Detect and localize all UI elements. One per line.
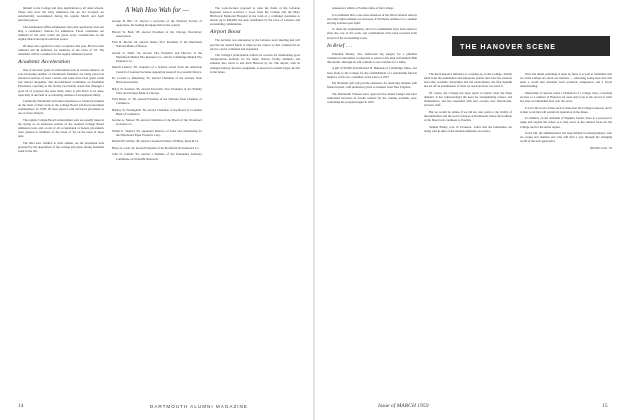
section-heading-in-brief: In Brief . . . (327, 42, 353, 49)
right-column-2 (424, 72, 512, 400)
list-item: Harold W. Bark '28, elected President of the Chicago Executives' Association. (112, 29, 202, 38)
section-banner-hanover-scene: THE HANOVER SCENE (452, 36, 610, 56)
paragraph: It is estimated that a one-class extension of the West Lebanon runway and other improvements are necessary if Northeast Airlines is to continue serving Lebanon past April. (327, 12, 417, 25)
issue-date-footer: Issue of MARCH 1959 (378, 403, 429, 409)
paragraph: Meanwhile, if anyone wants a tabulation of a college class, a teaching section, or a seminar in Hanover, he need only look at the record of what has been accomplished here over the years. (520, 90, 612, 104)
list-item: Merrill Lathrop '28, recipient of a Science award from the American Council of Learned Societies supporting research in economic history. (112, 65, 202, 74)
paragraph: The decision was announced at the Lebanon town meeting and will provide the needed funds to improve the airport so that commercial air service can be continued and expanded. (210, 38, 300, 51)
paragraph: himself to the College and drop applications to all other schools. Those who have the early admission but are not accepted are automatically reconsidered during the regular March and April selection period. (18, 6, 104, 23)
paragraph: In the fall, the administration has been limited in undergraduates, who are young and resilient and who will find a way through the changing world of the next generation. (520, 131, 612, 144)
left-column-3 (210, 6, 300, 400)
section-heading-wah-hoo-wah: A Wah Hoo Wah for — (125, 6, 189, 14)
page-number-right: 15 (602, 403, 608, 409)
list-item: Dr. Lowell G. Rutenberg '35, elected Chairman of the Arizona State Heart Association. (112, 75, 202, 85)
page-gutter (313, 0, 315, 420)
list-item: Jerome A. Nelson '38, elected Chairman of the Board of the Woodward Governor Co. (112, 118, 202, 127)
section-heading-academic-acceleration: Academic Acceleration (18, 59, 70, 66)
list-item: Bruce A. Cady '42, elected President of the Hartford Life Insurance Co. (112, 145, 200, 150)
paragraph: announcers within a 25-mile radius of the College. (332, 6, 394, 10)
paragraph: To meet the requirements, all local communities have been asked to share the cost of the work, and contributions have been received from several of the surrounding towns. (327, 27, 417, 40)
paragraph: Once the initial panicking is done by fund, it is well to remember that we at the College are about our business — educating young men who will enter a world that demands both technical competence and a broad understanding. (520, 72, 612, 89)
right-column-3 (520, 72, 612, 400)
paragraph: Commonly Dartmouth welcomes experience or advanced students on the basis of their work in the College Board advanced placement examinations. In 1958, 28 men entered with advanced placement in one or more subjects. (18, 99, 104, 116)
list-item: Richard H. Grilley '40, elected a General Partner of Dillon, Read & Co. (112, 139, 200, 144)
paragraph: Mr. Hollands' gift will provide assistance for deserving students with financial need, with preference given to students from New England. (327, 81, 417, 90)
list-item: Harry N. Korman '36, elected Executive Vice President of the Fidelity Trust and Savings Bank in Chicago. (112, 86, 202, 95)
paragraph: One of the basic goals of achievement tests in various subjects, an ever-increasing number of Dartmouth freshmen are being placed in advanced sections of basic courses and some have been given credit and waived altogether. The Reconsidered Committee on Freshman Placement, reporting to the faculty last month, stated that although a good bit of progress has been made, there is still much to be done, especially in the field of accelerating students of exceptional ability. (18, 68, 104, 97)
section-heading-airport-boost: Airport Boost (210, 29, 241, 36)
right-column-1 (327, 6, 417, 400)
paragraph: The Dartmouth Trustees have approved the annual budget and have authorized increases in faculty salaries for the coming academic year, continuing the program begun in 1955. (327, 91, 417, 105)
paragraph: In addition, on the demands of Hopkins Center, there is a proposal to equip and expand the center so it may serve as the cultural focus for the College and for the entire region. (520, 116, 612, 129)
paragraph: The work-focused proposal to raise the funds of the Lebanon Regional Airport received a boost from the College and the Mary Hitchcock Memorial Hospital in the form of a combined guarantee to match, up to $40,000, the sum contributed by the town of Lebanon and surrounding communities. (210, 6, 300, 27)
list-item: George H. Bitt '15, elected a Governor of the National Society of Appraisers, the leading mortgage man in the country. (112, 19, 202, 28)
magazine-title-footer: DARTMOUTH ALUMNI MAGAZINE (150, 404, 248, 409)
paragraph: The third area, familiar to most alumni, are the placement tests prepared by the department of the College and given during freshman week in the fall. (18, 141, 104, 154)
list-item: Fred R. Morris '24, elected Senior Vice President of the Merchants National Bank of Boston. (112, 40, 202, 49)
page-number-left: 14 (18, 403, 24, 409)
paragraph: The College's participation reflects its concern for maintaining good transportation facilities for the many visitors, faculty members and students who travel to and from Hanover by air. The airport, with its enlarged runway and new equipment, is expected to handle larger aircraft in the future. (210, 53, 300, 74)
paragraph: President Dickey, who underwent leg surgery for a phlebitis condition in December, is expected to return to his desk in Parkhurst Hall this month, although he will continue to use crutches for a while. (327, 51, 417, 64)
list-item: John N. Calkins '43, elected a member of the President's Advisory Committee on Scientific Research. (112, 152, 202, 161)
left-column-2 (112, 6, 202, 400)
paragraph: Of course, the College has been quick to realize what the times demand. It has acknowledged the need for strengthening science and mathematics, and has responded with new courses, new laboratories, and new staff. (424, 90, 512, 108)
list-item: Gerald O. Stutts '24, elected Vice President and Director of the Merrimack Mutual Fire Insurance Co. and the Cambridge Mutual Fire Insurance Co. (112, 50, 202, 63)
left-column-1 (18, 6, 104, 400)
list-item: Walter E. Sanford '39, appointed Director of Sales and Advertising for the Fibreboard Paper Products Corp. (112, 128, 202, 137)
paragraph: A gift of $5,000 from Richard H. Hollands of Cambridge, Mass., has been made to the College for the establishment of a scholarship fund in memory of his son, a member of the Class of 1953. (327, 66, 417, 79)
author-signoff: Bill McCarter '59 (590, 145, 612, 150)
paragraph: The Rock Report's influence is creeping up on the College. Totally aside from the sentimental and unpopular attacks that were the sciences and other academic disciplines and the environment, the first Sputnik has set off an examination of what we teach and how we teach it. (424, 72, 512, 89)
paragraph: The regular College Board Achievement tests are usually taken in the spring as an afternoon session of the required College Board admission tests, and a total of all occupational or honors placements were granted to members of the Class of '62 on the basis of these tests. (18, 118, 104, 139)
list-item: Hartley W. Nottingham '39, elected Chairman of the Board of Cornelius Bank of Commerce. (112, 107, 202, 116)
list-item: Fred Deeds, Jr. '39, elected President of the Vermont State Chamber of Commerce. (112, 97, 202, 106)
paragraph: The Admissions Office emphasizes that early application does not help a candidate's chances for admission. Those candidates not admitted in the early round are given every consideration in the regular March and April selection period. (18, 24, 104, 42)
paragraph: Of those who applied for early acceptance this year, 86 have been admitted and 46 definitely for members of the Class of '63. The remainder will be considered in the regular admission period. (18, 43, 104, 56)
paragraph: It is for the work of men such as these that the College is known, and it is their work that will sustain its reputation in the future. (520, 105, 612, 114)
paragraph: Samuel Bailey, now in Evanston, writes that the humanities are doing well in spite of the modern emphasis on science. (424, 124, 512, 133)
paragraph: But we would be remiss if we did not also point to the vitality of the humanities and the social sciences at Dartmouth, where the tradition of the liberal arts continues to flourish. (424, 109, 512, 122)
